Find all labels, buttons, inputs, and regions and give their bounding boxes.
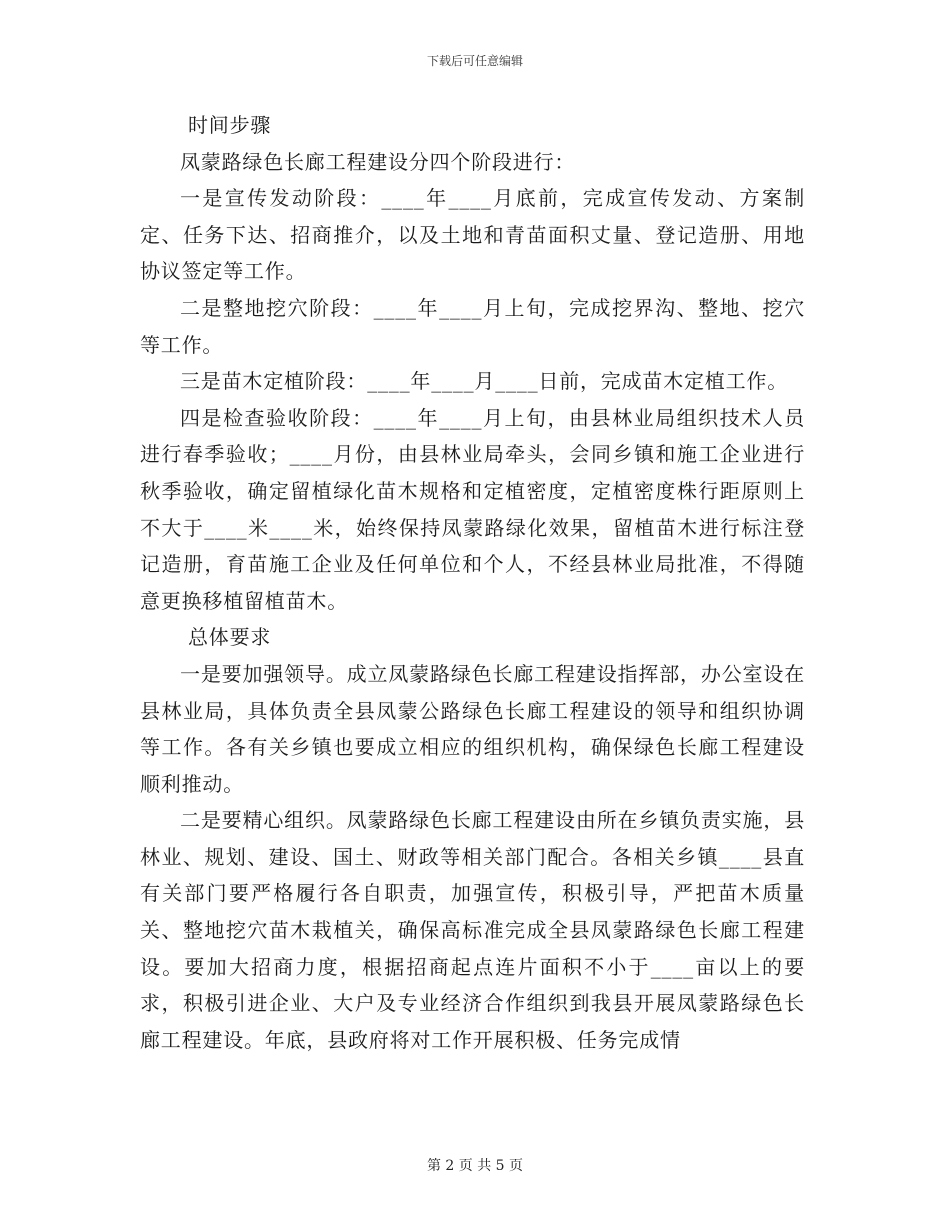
section-heading-schedule: 时间步骤 xyxy=(188,113,272,137)
paragraph-stages-intro: 凤蒙路绿色长廊工程建设分四个阶段进行： xyxy=(180,149,576,174)
page-number: 第 2 页 共 5 页 xyxy=(426,1158,524,1174)
paragraph-requirement-2: 二是要精心组织。凤蒙路绿色长廊工程建设由所在乡镇负责实施，县林业、规划、建设、国土、财政等相关部门配合。各相关乡镇____县直有关部门要严格履行各自职责，加强宣传，积极引导，严把苗木质量关、整地挖穴苗木栽植关，确保高标准完成全县凤蒙路绿色长廊工程建设。要加大招商力度，根据招商起点连片面积不小于____亩以上的要求，积极引进企业、大户及专业经济合作组织到我县开展凤蒙路绿色长廊工程建设。年底，县政府将对工作开展积极、任务完成情 xyxy=(140,808,805,1052)
paragraph-stage-2: 二是整地挖穴阶段：____年____月上旬，完成挖界沟、整地、挖穴等工作。 xyxy=(140,295,805,357)
paragraph-stage-4: 四是检查验收阶段：____年____月上旬，由县林业局组织技术人员进行春季验收；____月份，由县林业局牵头，会同乡镇和施工企业进行秋季验收，确定留植绿化苗木规格和定植密度，定植密度株行距原则上不大于____米____米，始终保持凤蒙路绿化效果，留植苗木进行标注登记造册，育苗施工企业及任何单位和个人，不经县林业局批准，不得随意更换移植留植苗木。 xyxy=(140,405,805,613)
paragraph-stage-3: 三是苗木定植阶段：____年____月____日前，完成苗木定植工作。 xyxy=(180,369,788,394)
section-heading-requirements: 总体要求 xyxy=(188,625,272,650)
document-body xyxy=(140,107,805,1058)
paragraph-stage-1: 一是宣传发动阶段：____年____月底前，完成宣传发动、方案制定、任务下达、招商推介，以及土地和青苗面积丈量、登记造册、用地协议签定等工作。 xyxy=(140,186,805,284)
paragraph-requirement-1: 一是要加强领导。成立凤蒙路绿色长廊工程建设指挥部，办公室设在县林业局，具体负责全县凤蒙公路绿色长廊工程建设的领导和组织协调等工作。各有关乡镇也要成立相应的组织机构，确保绿色长廊工程建设顺利推动。 xyxy=(140,661,805,796)
page-header: 下载后可任意编辑 xyxy=(426,54,523,68)
